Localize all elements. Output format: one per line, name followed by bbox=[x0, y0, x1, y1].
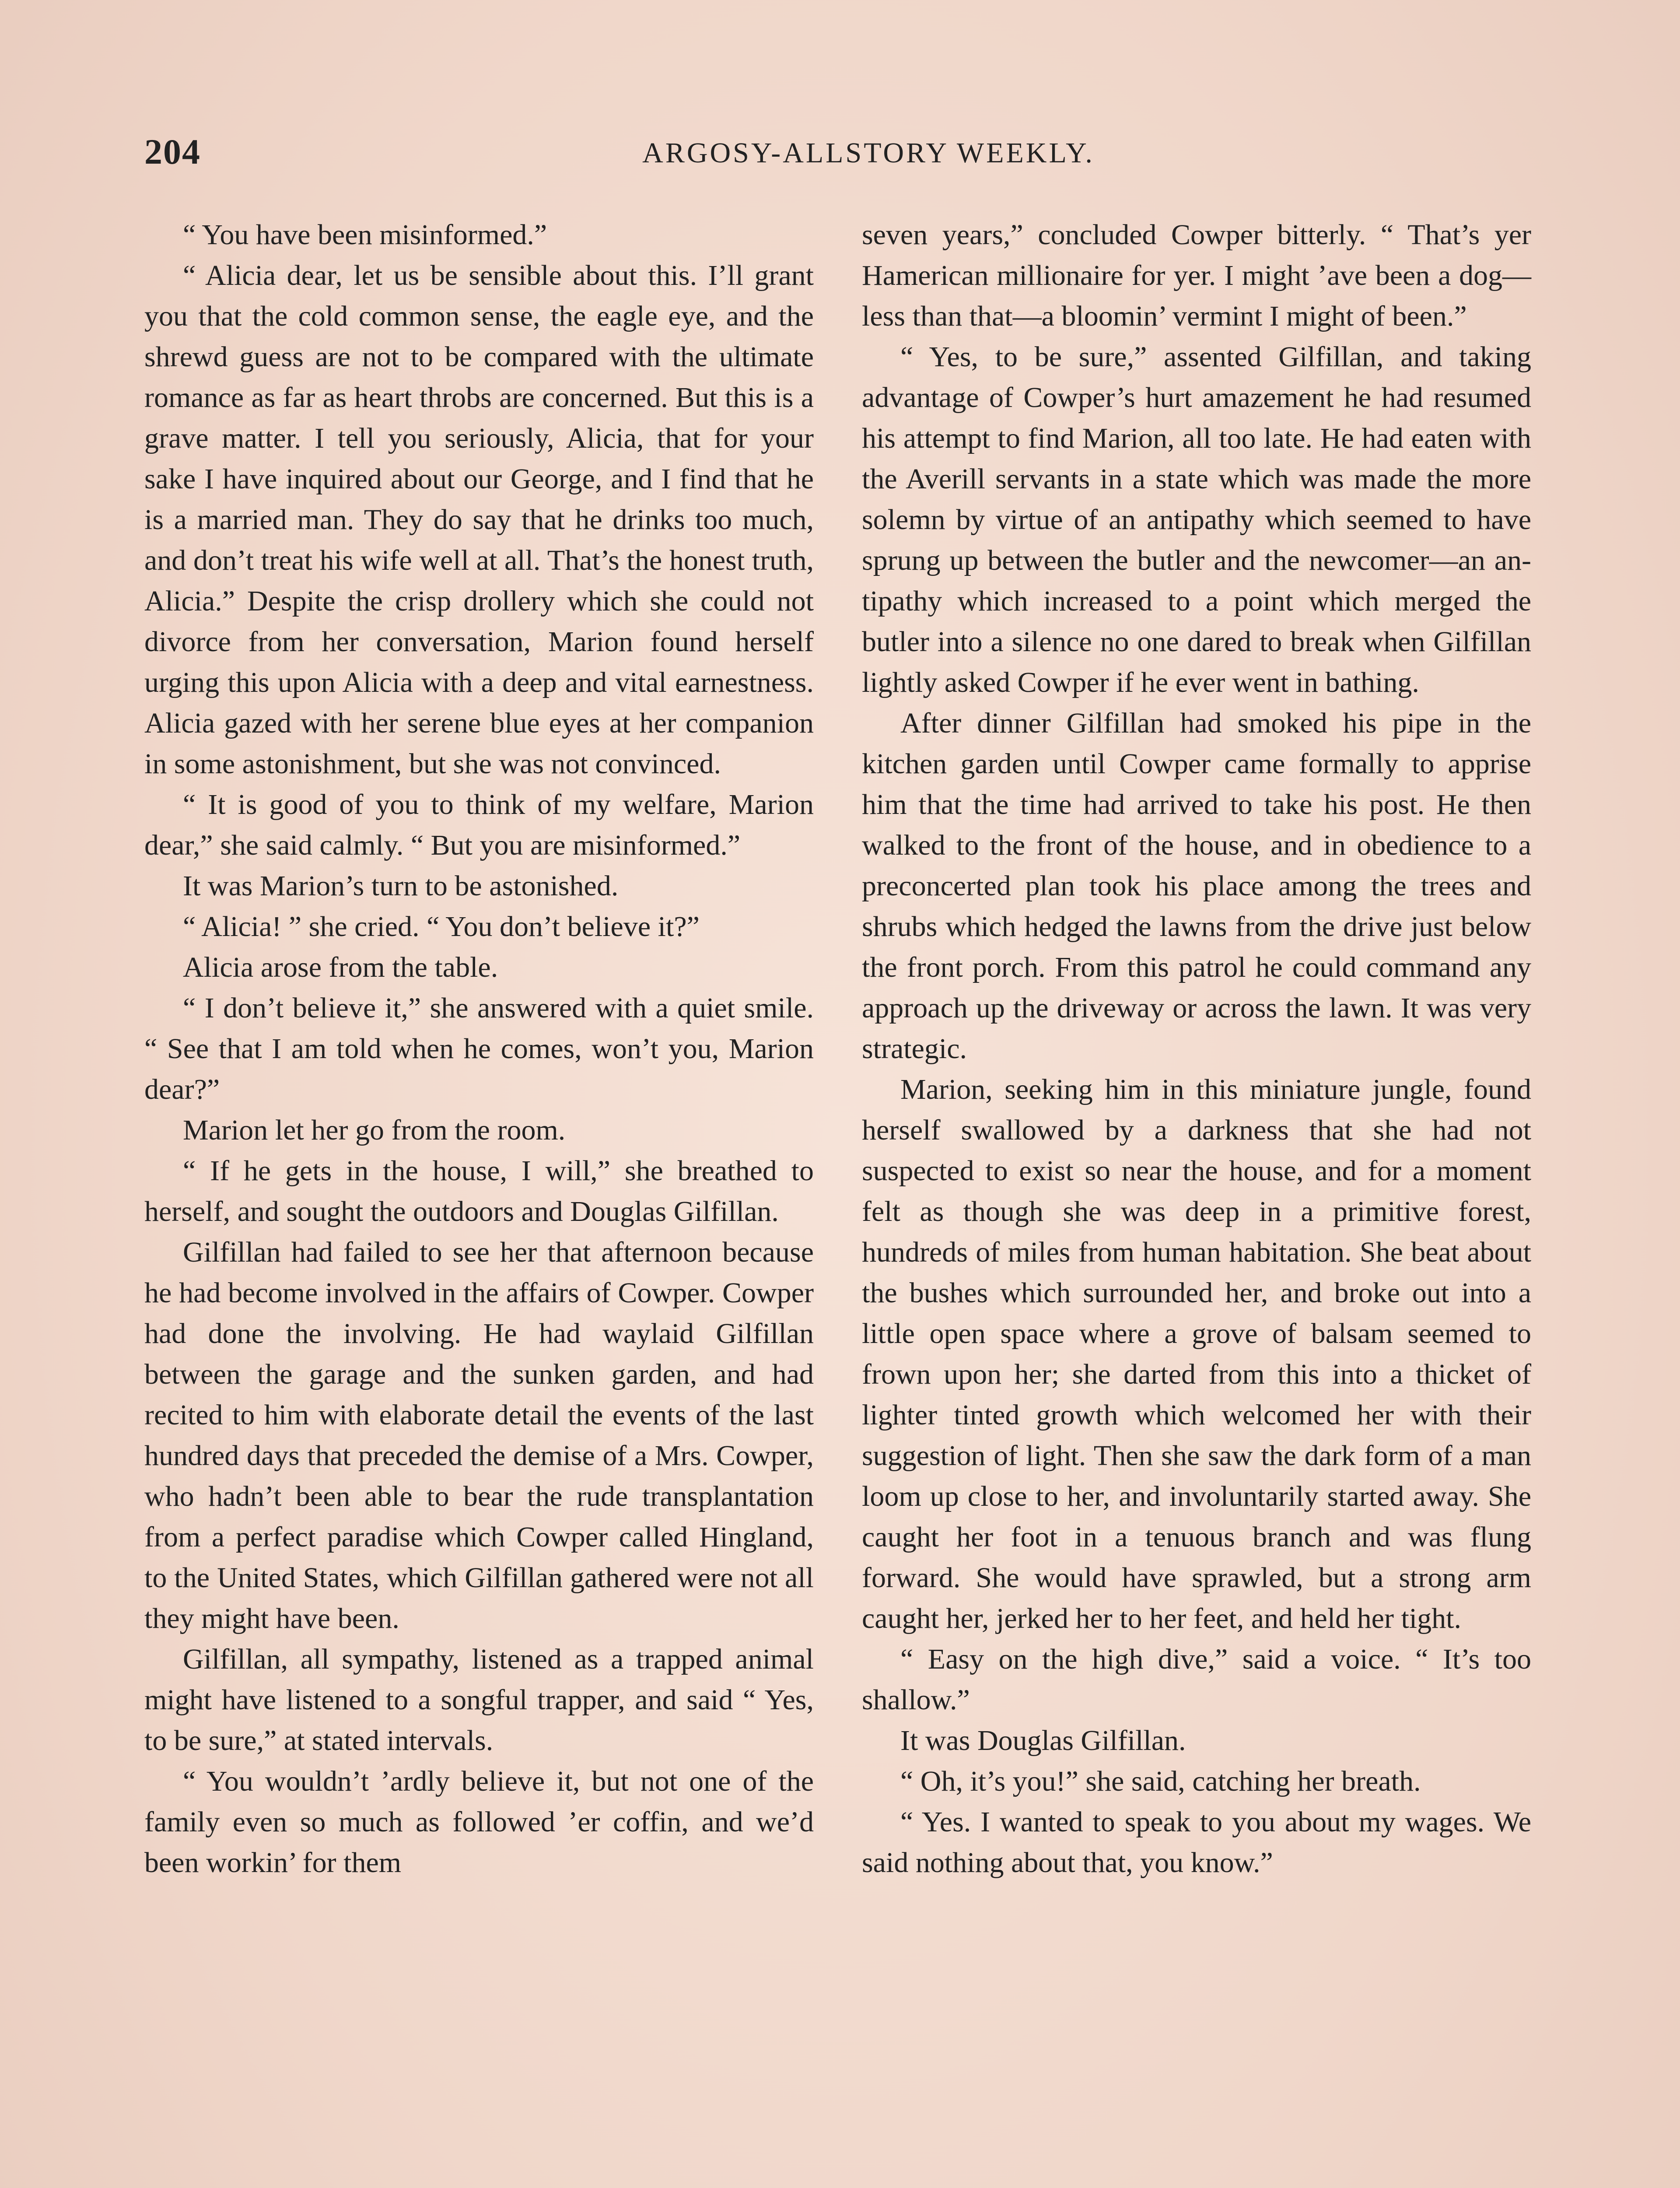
page-number: 204 bbox=[144, 132, 201, 172]
running-head: ARGOSY-ALLSTORY WEEKLY. bbox=[642, 137, 1095, 169]
paragraph: “ You have been misinformed.” bbox=[183, 219, 547, 251]
paragraph: It was Marion’s turn to be astonished. bbox=[183, 870, 619, 902]
paragraph-continued: seven years,” concluded Cowper bitterly. “ That’s yer Hamerican millionaire for yer. I might ’ave been a dog—less than that—a bloomin’ vermint I might of been.” bbox=[862, 219, 1531, 332]
paragraph: After dinner Gilfillan had smoked his pipe in the kitchen garden until Cowper came formally to apprise him that the time had arrived to take his post. He then walked to the front of the house, and in obedience to a preconcerted plan took his place among the trees and shrubs which hedged the lawns from the drive just below the front porch. From this patrol he could command any approach up the driveway or across the lawn. It was very strategic. bbox=[862, 707, 1531, 1065]
paragraph: “ Oh, it’s you!” she said, catching her breath. bbox=[900, 1765, 1421, 1797]
paragraph: Marion, seeking him in this miniature jungle, found herself swallowed by a darkness that she had not suspected to exist so near the house, and for a moment felt as though she was deep in a primitive forest, hundreds of miles from human habitation. She beat about the bushes which surrounded her, and broke out into a little open space where a grove of balsam seemed to frown upon her; she darted from this into a thicket of lighter tinted growth which welcomed her with their suggestion of light. Then she saw the dark form of a man loom up close to her, and involuntarily started away. She caught her foot in a tenuous branch and was flung forward. She would have sprawled, but a strong arm caught her, jerked her to her feet, and held her tight. bbox=[862, 1073, 1531, 1634]
text-columns bbox=[144, 214, 1531, 2188]
left-column bbox=[144, 214, 814, 2188]
paragraph: “ Yes, to be sure,” assented Gilfillan, and taking advantage of Cowper’s hurt amazement he had resumed his attempt to find Marion, all too late. He had eaten with the Averill servants in a state which was made the more solemn by virtue of an antipathy which seemed to have sprung up between the butler and the newcomer—an antipathy which increased to a point which merged the butler into a silence no one dared to break when Gilfillan lightly asked Cowper if he ever went in bathing. bbox=[862, 341, 1531, 698]
paragraph: “ If he gets in the house, I will,” she breathed to herself, and sought the outdoors and Douglas Gilfillan. bbox=[144, 1155, 814, 1227]
paragraph: Gilfillan had failed to see her that afternoon because he had become involved in the affairs of Cowper. Cowper had done the involving. He had waylaid Gilfillan between the garage and the sunken garden, and had recited to him with elaborate detail the events of the last hundred days that preceded the demise of a Mrs. Cowper, who hadn’t been able to bear the rude transplantation from a perfect paradise which Cowper called Hingland, to the United States, which Gilfillan gathered were not all they might have been. bbox=[144, 1236, 814, 1634]
paragraph: Alicia arose from the table. bbox=[183, 951, 498, 983]
paragraph: “ It is good of you to think of my welfare, Marion dear,” she said calmly. “ But you are misinformed.” bbox=[144, 789, 814, 861]
page-header bbox=[144, 131, 1553, 188]
paragraph: “ I don’t believe it,” she answered with a quiet smile. “ See that I am told when he comes, won’t you, Marion dear?” bbox=[144, 992, 814, 1105]
paragraph: “ You wouldn’t ’ardly believe it, but not one of the family even so much as followed ’er coffin, and we’d been workin’ for them bbox=[144, 1765, 814, 1879]
paragraph: Marion let her go from the room. bbox=[183, 1114, 566, 1146]
paragraph: Gilfillan, all sympathy, listened as a trapped animal might have listened to a songful trapper, and said “ Yes, to be sure,” at stated intervals. bbox=[144, 1643, 814, 1757]
right-column bbox=[862, 214, 1531, 2188]
paragraph: It was Douglas Gilfillan. bbox=[900, 1725, 1186, 1757]
paragraph: “ Alicia! ” she cried. “ You don’t believe it?” bbox=[183, 911, 700, 943]
paragraph: “ Alicia dear, let us be sensible about this. I’ll grant you that the cold common sense, the eagle eye, and the shrewd guess are not to be compared with the ultimate romance as far as heart throbs are concerned. But this is a grave matter. I tell you seriously, Alicia, that for your sake I have inquired about our George, and I find that he is a married man. They do say that he drinks too much, and don’t treat his wife well at all. That’s the honest truth, Alicia.” Despite the crisp drollery which she could not divorce from her conversation, Marion found herself urging this upon Alicia with a deep and vital earnestness. Alicia gazed with her serene blue eyes at her companion in some astonishment, but she was not convinced. bbox=[144, 259, 814, 780]
paragraph: “ Yes. I wanted to speak to you about my wages. We said nothing about that, you know.” bbox=[862, 1806, 1531, 1879]
paragraph: “ Easy on the high dive,” said a voice. “ It’s too shallow.” bbox=[862, 1643, 1531, 1716]
